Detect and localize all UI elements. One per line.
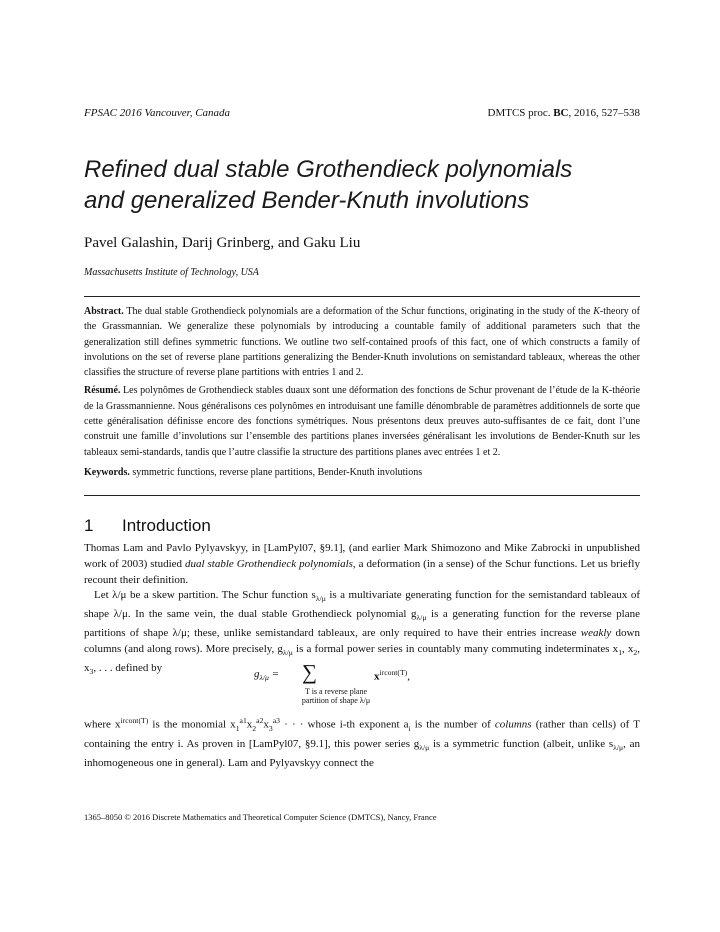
body-text-2 (84, 713, 640, 771)
abstract: Abstract. The dual stable Grothendieck polynomials are a deformation of the Schur functions, originating in the study of the K-theory of the Grassmannian. We generalize these polynomials by introducing a countable family of additional parameters such that the generalization still defines symmetric functions. We outline two self-contained proofs of this fact, one of which constructs a family of involutions on the set of reverse plane partitions generalizing the Bender-Knuth involutions on semistandard tableaux, whereas the other classifies the structure of reverse plane partitions with entries 1 and 2. (84, 306, 640, 379)
running-head-right: DMTCS proc. BC, 2016, 527–538 (487, 107, 640, 119)
abstract-block (84, 304, 640, 480)
summation-symbol: ∑ (302, 660, 317, 684)
paragraph-1: Thomas Lam and Pavlo Pylyavskyy, in [LamPyl07, §9.1], (and earlier Mark Shimozono and Mike Zabrocki in unpublished work of 2003) studied dual stable Grothendieck polynomials, a deformation (in a sense) of the Schur functions. Let us briefly recount their definition. (84, 542, 640, 586)
formula-lhs: $g_{\lambda/\mu}$ = (254, 668, 280, 683)
paper-title (84, 154, 644, 216)
affiliation: Massachusetts Institute of Technology, USA (84, 267, 259, 278)
paragraph-2: Let λ/μ be a skew partition. The Schur function $s_{\lambda/\mu}$ is a multivariate generating function for the semistandard tableaux of shape λ/μ. In the same vein, the dual stable Grothendieck polynomial $g_{\lambda/\mu}$ is a generating function for the reverse plane partitions of shape λ/μ; these, unlike semistandard tableaux, are only required to have their entries increase weakly down columns (and along rows). More precisely, $g_{\lambda/\mu}$ is a formal power series in countably many commuting indeterminates $x_1$, $x_2$, $x_3$, . . . defined by (84, 589, 641, 677)
resume: Résumé. Les polynômes de Grothendieck stables duaux sont une déformation des fonctions de Schur provenant de l’étude de la K-théorie de la Grassmannienne. Nous généralisons ces polynômes en introduisant une famille dénombrable de paramètres additionnels de sorte que cette généralisation définisse encore des fonctions symétriques. Nous présentons deux preuves auto-suffisantes de ce fait, dont l’une construit une famille d’involutions sur l’ensemble des partitions planes inversées généralisant les involutions de Bender-Knuth sur les tableaux semi-standards, tandis que l’autre classifie la structure des partitions planes avec entrées 1 et 2. (84, 385, 641, 458)
bottom-rule (84, 495, 640, 496)
section-heading (84, 516, 211, 536)
authors: Pavel Galashin, Darij Grinberg, and Gaku Liu (84, 235, 361, 251)
definition-formula (84, 660, 640, 710)
keywords: Keywords. symmetric functions, reverse plane partitions, Bender-Knuth involutions (84, 466, 423, 478)
section-title: Introduction (122, 516, 211, 535)
paragraph-3: where $x^{ircont(T)}$ is the monomial $x_1^{a1}x_2^{a2}x_3^{a3}$ · · · whose i-th exponent $a_i$ is the number of columns (rather than cells) of T containing the entry i. As proven in [LamPyl07, §9.1], this power series $g_{\lambda/\mu}$ is a symmetric function (albeit, unlike $s_{\lambda/\mu}$, an inhomogeneous one in general). Lam and Pylyavskyy connect the (84, 716, 640, 769)
copyright-footer: 1365–8050 © 2016 Discrete Mathematics and Theoretical Computer Science (DMTCS), Nancy, France (84, 812, 437, 822)
title-line-2: and generalized Bender-Knuth involutions (84, 187, 530, 214)
running-head-left: FPSAC 2016 Vancouver, Canada (84, 107, 231, 119)
top-rule (84, 296, 640, 297)
summation-range: T is a reverse plane partition of shape λ/μ (301, 687, 371, 705)
section-number: 1 (84, 516, 94, 535)
title-line-1: Refined dual stable Grothendieck polynomials (84, 156, 573, 183)
formula-rhs: $x^{ircont(T)}$, (374, 668, 410, 683)
